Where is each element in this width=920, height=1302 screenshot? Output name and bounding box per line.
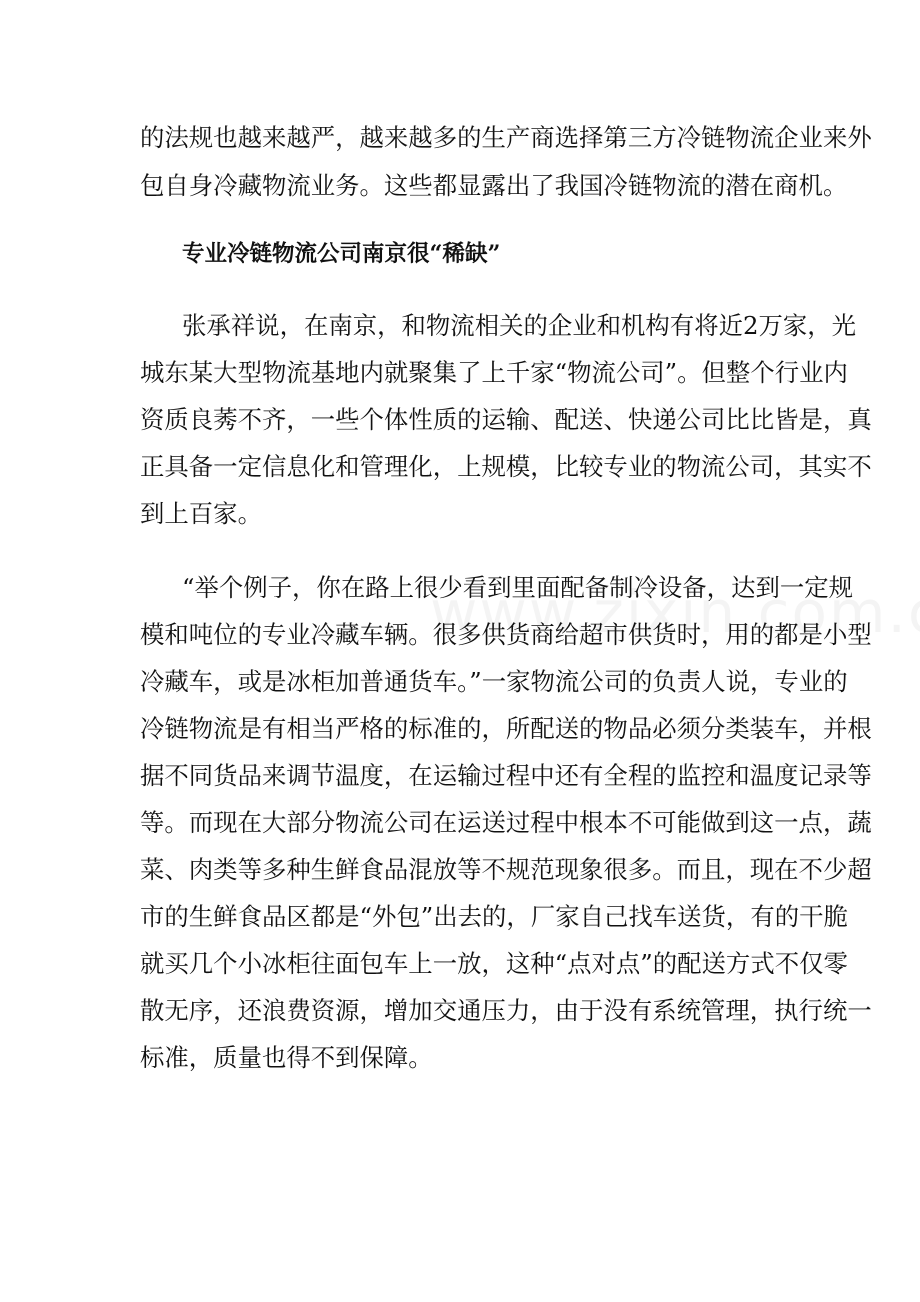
- text-line: 冷藏车，或是冰柜加普通货车。”一家物流公司的负责人说，专业的: [140, 667, 848, 696]
- text-line: 市的生鲜食品区都是“外包”出去的，厂家自己找车送货，有的干脆: [140, 902, 848, 931]
- text-line: 菜、肉类等多种生鲜食品混放等不规范现象很多。而且，现在不少超: [140, 855, 872, 884]
- text-line: 的法规也越来越严，越来越多的生产商选择第三方冷链物流企业来外: [140, 123, 872, 152]
- text-line: 资质良莠不齐，一些个体性质的运输、配送、快递公司比比皆是，真: [140, 405, 872, 434]
- text-line: 标准，质量也得不到保障。: [140, 1043, 433, 1072]
- text-line: 模和吨位的专业冷藏车辆。很多供货商给超市供货时，用的都是小型: [140, 620, 872, 649]
- text-line: 冷链物流是有相当严格的标准的，所配送的物品必须分类装车，并根: [140, 714, 872, 743]
- text-line: 城东某大型物流基地内就聚集了上千家“物流公司”。但整个行业内: [140, 358, 848, 387]
- text-line: 张承祥说，在南京，和物流相关的企业和机构有将近2万家，光: [182, 311, 857, 340]
- text-line: 据不同货品来调节温度，在运输过程中还有全程的监控和温度记录等: [140, 761, 872, 790]
- text-line: 就买几个小冰柜往面包车上一放，这种“点对点”的配送方式不仅零: [140, 949, 848, 978]
- text-line: 包自身冷藏物流业务。这些都显露出了我国冷链物流的潜在商机。: [140, 171, 848, 200]
- section-heading: 专业冷链物流公司南京很“稀缺”: [182, 241, 501, 267]
- text-line: 正具备一定信息化和管理化，上规模，比较专业的物流公司，其实不: [140, 452, 872, 481]
- text-line: 到上百家。: [140, 499, 262, 528]
- text-line: 等。而现在大部分物流公司在运送过程中根本不可能做到这一点，蔬: [140, 808, 872, 837]
- text-line: “举个例子，你在路上很少看到里面配备制冷设备，达到一定规: [182, 573, 854, 602]
- text-line: 散无序，还浪费资源，增加交通压力，由于没有系统管理，执行统一: [140, 996, 872, 1025]
